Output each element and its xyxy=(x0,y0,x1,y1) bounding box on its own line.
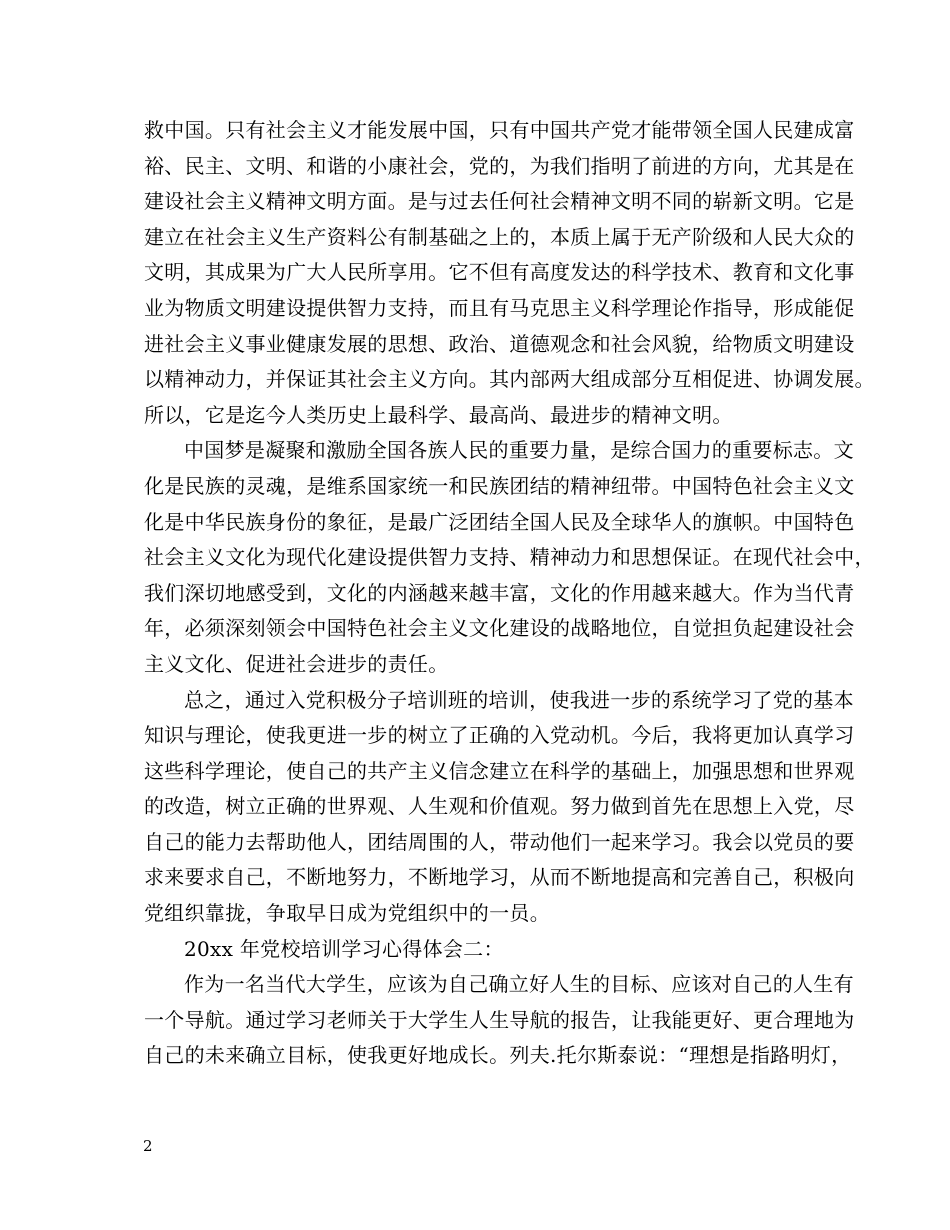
paragraph-line: 知识与理论，使我更进一步的树立了正确的入党动机。今后，我将更加认真学习 xyxy=(144,723,855,748)
paragraph-line: 社会主义文化为现代化建设提供智力支持、精神动力和思想保证。在现代社会中， xyxy=(144,545,875,570)
paragraph-line: 化是民族的灵魂，是维系国家统一和民族团结的精神纽带。中国特色社会主义文 xyxy=(144,473,855,498)
document-body xyxy=(144,113,875,1074)
paragraph-line: 业为物质文明建设提供智力支持，而且有马克思主义科学理论作指导，形成能促 xyxy=(144,295,855,320)
section-heading: 20xx 年党校培训学习心得体会二： xyxy=(184,936,504,961)
paragraph-line: 年，必须深刻领会中国特色社会主义文化建设的战略地位，自觉担负起建设社会 xyxy=(144,616,855,641)
paragraph-line: 自己的未来确立目标，使我更好地成长。列夫.托尔斯泰说：“理想是指路明灯， xyxy=(144,1043,852,1068)
paragraph-line: 救中国。只有社会主义才能发展中国，只有中国共产党才能带领全国人民建成富 xyxy=(144,118,855,142)
paragraph-line: 化是中华民族身份的象征，是最广泛团结全国人民及全球华人的旗帜。中国特色 xyxy=(144,509,855,534)
paragraph-line: 作为一名当代大学生，应该为自己确立好人生的目标、应该对自己的人生有 xyxy=(184,972,854,997)
paragraph-line: 建设社会主义精神文明方面。是与过去任何社会精神文明不同的崭新文明。它是 xyxy=(144,189,855,214)
paragraph-line: 自己的能力去帮助他人，团结周围的人，带动他们一起来学习。我会以党员的要 xyxy=(144,829,855,854)
paragraph-line: 以精神动力，并保证其社会主义方向。其内部两大组成部分互相促进、协调发展。 xyxy=(144,367,875,392)
paragraph-line: 裕、民主、文明、和谐的小康社会，党的，为我们指明了前进的方向，尤其是在 xyxy=(144,153,855,178)
paragraph-line: 主义文化、促进社会进步的责任。 xyxy=(144,651,449,676)
paragraph-line: 一个导航。通过学习老师关于大学生人生导航的报告，让我能更好、更合理地为 xyxy=(144,1007,855,1032)
paragraph-line: 总之，通过入党积极分子培训班的培训，使我进一步的系统学习了党的基本 xyxy=(184,687,854,712)
paragraph-line: 文明，其成果为广大人民所享用。它不但有高度发达的科学技术、教育和文化事 xyxy=(144,260,855,285)
paragraph-line: 党组织靠拢，争取早日成为党组织中的一员。 xyxy=(144,901,550,926)
paragraph-line: 建立在社会主义生产资料公有制基础之上的，本质上属于无产阶级和人民大众的 xyxy=(144,224,855,249)
paragraph-line: 求来要求自己，不断地努力，不断地学习，从而不断地提高和完善自己，积极向 xyxy=(144,865,855,890)
paragraph-line: 我们深切地感受到，文化的内涵越来越丰富，文化的作用越来越大。作为当代青 xyxy=(144,580,855,605)
paragraph-line: 中国梦是凝聚和激励全国各族人民的重要力量，是综合国力的重要标志。文 xyxy=(184,438,854,463)
paragraph-line: 这些科学理论，使自己的共产主义信念建立在科学的基础上，加强思想和世界观 xyxy=(144,758,855,783)
paragraph-line: 的改造，树立正确的世界观、人生观和价值观。努力做到首先在思想上入党，尽 xyxy=(144,794,855,819)
page-number: 2 xyxy=(143,1137,153,1155)
paragraph-line: 所以，它是迄今人类历史上最科学、最高尚、最进步的精神文明。 xyxy=(144,402,733,427)
paragraph-line: 进社会主义事业健康发展的思想、政治、道德观念和社会风貌，给物质文明建设 xyxy=(144,331,855,356)
